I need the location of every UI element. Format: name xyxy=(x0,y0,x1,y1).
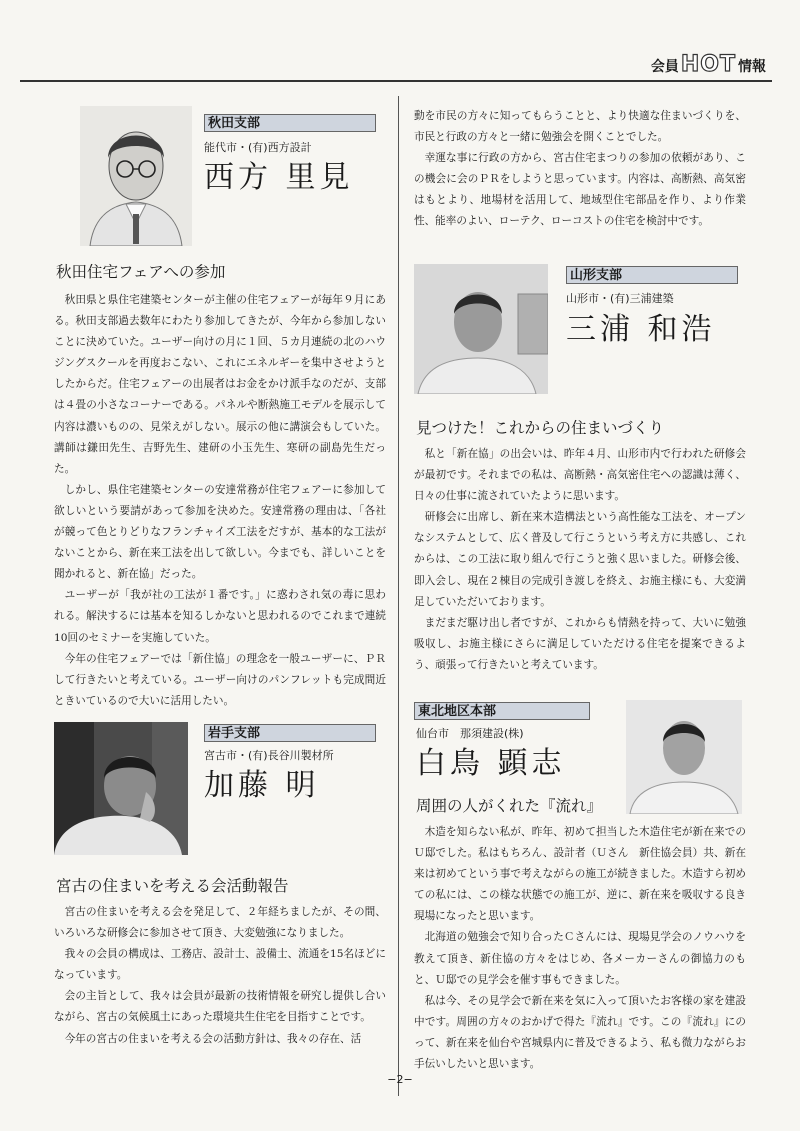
iwate-member-name: 加藤 明 xyxy=(204,768,320,803)
yamagata-paragraph: 私と「新在協」の出会いは、昨年４月、山形市内で行われた研修会が最初です。それまでの私は、高断熱・高気密住宅への認識は薄く、日々の仕事に流されていたように思います。 xyxy=(414,448,746,503)
person-portrait-icon xyxy=(626,700,742,814)
person-portrait-icon xyxy=(414,264,548,394)
iwate-branch-label: 岩手支部 xyxy=(204,724,376,742)
iwate-paragraph: 今年の宮古の住まいを考える会の活動方針は、我々の存在、活 xyxy=(64,1032,362,1045)
iwate-article-heading: 宮古の住まいを考える会活動報告 xyxy=(56,877,289,895)
yamagata-article-heading: 見つけた！これからの住まいづくり xyxy=(416,419,665,437)
header-suffix: 情報 xyxy=(738,59,766,75)
iwate-company: 宮古市・(有)長谷川製材所 xyxy=(204,749,334,762)
yamagata-member-photo xyxy=(414,264,548,394)
column-divider xyxy=(398,96,399,1096)
akita-paragraph: 秋田県と県住宅建築センターが主催の住宅フェアーが毎年９月にある。秋田支部過去数年にわたり参加してきたが、今年から参加しないことに決めていた。ユーザー向けの月に１回、５カ月連続の北のハウジングスクールを再度おこない、これにエネルギーを集中させようとしたからだ。住宅フェアーの出展者はお金をかけ派手なのだが、支部は４畳の小さなコーナーである。パネルや断熱施工モデルを展示して内容は濃いものの、見栄えがしない。展示の他に講演会もしていた。講師は鎌田先生、吉野先生、建研の小玉先生、寒研の副島先生だった。 xyxy=(54,294,386,475)
tohoku-company: 仙台市 那須建設(株) xyxy=(416,727,524,740)
section-header xyxy=(651,52,766,77)
iwate-article-continuation xyxy=(414,106,746,233)
akita-article-body xyxy=(54,290,386,712)
tohoku-branch-label: 東北地区本部 xyxy=(414,702,590,720)
person-portrait-icon xyxy=(54,722,188,855)
tohoku-article-heading: 周囲の人がくれた『流れ』 xyxy=(416,797,603,815)
person-portrait-icon xyxy=(80,106,192,246)
iwate-paragraph: 会の主旨として、我々は会員が最新の技術情報を研究し提供し合いながら、宮古の気候風土にあった環境共生住宅を目指すことです。 xyxy=(54,990,386,1024)
akita-article-heading: 秋田住宅フェアへの参加 xyxy=(56,263,226,281)
tohoku-member-name: 白鳥 顕志 xyxy=(416,746,566,781)
yamagata-company: 山形市・(有)三浦建築 xyxy=(566,292,674,305)
akita-branch-label: 秋田支部 xyxy=(204,114,376,132)
yamagata-paragraph: まだまだ駆け出し者ですが、これからも情熱を持って、大いに勉強吸収し、お施主様にさらに満足していただける住宅を提案できるよう、頑張って行きたいと考えています。 xyxy=(414,616,746,671)
tohoku-article-body xyxy=(414,822,746,1075)
yamagata-branch-label: 山形支部 xyxy=(566,266,738,284)
iwate-cont-paragraph: 動を市民の方々に知ってもらうことと、より快適な住まいづくりを、市民と行政の方々と一緒に勉強会を開くことでした。 xyxy=(414,110,746,144)
tohoku-member-photo xyxy=(626,700,742,814)
iwate-member-photo xyxy=(54,722,188,855)
akita-member-photo xyxy=(80,106,192,246)
akita-paragraph: しかし、県住宅建築センターの安達常務が住宅フェアーに参加して欲しいという要請があって参加を決めた。安達常務の理由は、「各社が競って色とりどりなフランチャイズ工法をだすが、基本的な工法がないことから、新在来工法を出して欲しい。今までも、詳しいことを聞かれると、新在協」だった。 xyxy=(54,483,386,581)
tohoku-paragraph: 北海道の勉強会で知り合ったＣさんには、現場見学会のノウハウを教えて頂き、新住協の方々をはじめ、各メーカーさんの御協力のもと、Ｕ邸での見学会を催す事もできました。 xyxy=(414,931,746,986)
akita-paragraph: ユーザーが「我が社の工法が１番です。」に惑わされ気の毒に思われる。解決するには基本を知るしかないと思われるのでこれまで連続10回のセミナーを実施していた。 xyxy=(54,589,386,644)
yamagata-paragraph: 研修会に出席し、新在来木造構法という高性能な工法を、オープンなシステムとして、広く普及して行こうという考え方に共感し、これからは、この工法に取り組んで行こうと強く思いました。研修会後、即入会し、現在２棟目の完成引き渡しを終え、お施主様にも、大変満足していただいております。 xyxy=(414,511,746,608)
header-hot-logo: HOT xyxy=(680,52,736,77)
yamagata-member-name: 三浦 和浩 xyxy=(566,312,716,347)
iwate-cont-paragraph: 幸運な事に行政の方から、宮古住宅まつりの参加の依頼があり、この機会に会のＰＲをしようと思っています。内容は、高断熱、高気密はもとより、地場材を活用して、地域型住宅部品を作り、より作業性、能率のよい、ローテク、ローコストの住宅を検討中です。 xyxy=(414,152,746,228)
akita-member-name: 西方 里見 xyxy=(204,160,354,195)
iwate-paragraph: 我々の会員の構成は、工務店、設計士、設備士、流通を15名ほどになっています。 xyxy=(54,948,386,982)
header-rule xyxy=(20,80,772,82)
page-number: −2− xyxy=(387,1073,413,1086)
akita-company: 能代市・(有)西方設計 xyxy=(204,141,312,154)
tohoku-paragraph: 木造を知らない私が、昨年、初めて担当した木造住宅が新在来でのＵ邸でした。私はもちろん、設計者（Ｕさん 新住協会員）共、新在来は初めてという事で考えながらの施工が続きました。木造すら初めての私には、この様な状態での施工が、逆に、新在来を吸収する良き現場になったと思います。 xyxy=(414,826,746,923)
tohoku-paragraph: 私は今、その見学会で新在来を気に入って頂いたお客様の家を建設中です。周囲の方々のおかげで得た『流れ』です。この『流れ』にのって、新在来を仙台や宮城県内に普及できるよう、私も微力ながらお手伝いしたいと思います。 xyxy=(414,994,746,1071)
iwate-article-body xyxy=(54,902,386,1050)
iwate-paragraph: 宮古の住まいを考える会を発足して、２年経ちましたが、その間、いろいろな研修会に参加させて頂き、大変勉強になりました。 xyxy=(54,906,386,940)
header-prefix: 会員 xyxy=(650,59,679,75)
akita-paragraph: 今年の住宅フェアーでは「新住協」の理念を一般ユーザーに、ＰＲして行きたいと考えている。ユーザー向けのパンフレットも完成間近ときいているので大いに活用したい。 xyxy=(54,652,386,707)
yamagata-article-body xyxy=(414,444,746,676)
